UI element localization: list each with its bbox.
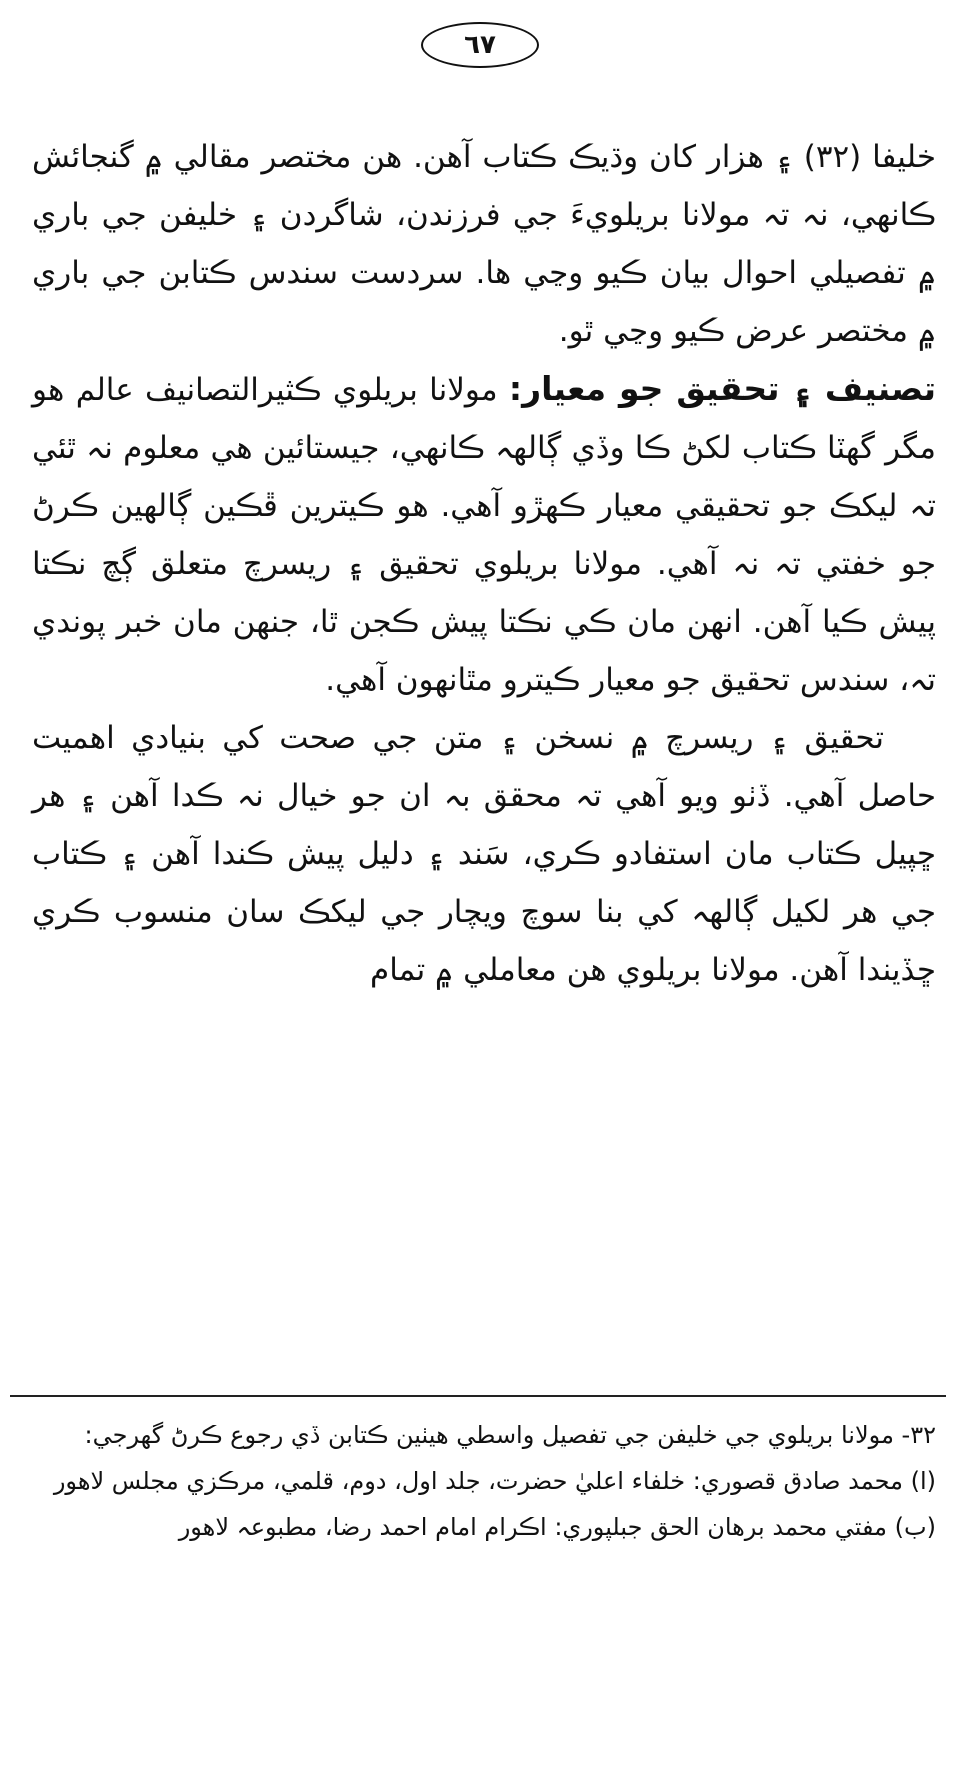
main-text	[32, 128, 936, 999]
paragraph-1: خليفا (٣٢) ۽ هزار کان وڌيڪ ڪتاب آهن. هن مختصر مقالي ۾ گنجائش ڪانهي، نہ تہ مولانا بريلويءَ جي فرزندن، شاگردن ۽ خليفن جي باري ۾ تفصيلي احوال بيان ڪيو وڃي ها. سردست سندس ڪتابن جي باري ۾ مختصر عرض ڪيو وڃي ٿو.	[32, 139, 936, 349]
page-number-container	[0, 22, 960, 68]
section-heading: تصنيف ۽ تحقيق جو معيار:	[508, 369, 936, 408]
footnote-divider	[10, 1395, 946, 1397]
footnote-32: ٣٢- مولانا بريلوي جي خليفن جي تفصيل واسطي هيٺين ڪتابن ڏي رجوع ڪرڻ گهرجي:	[84, 1421, 936, 1449]
paragraph-3: تحقيق ۽ ريسرچ ۾ نسخن ۽ متن جي صحت کي بنيادي اهميت حاصل آهي. ڏٺو ويو آهي تہ محقق بہ ان جو خيال نہ ڪدا آهن ۽ هر ڇپيل ڪتاب مان استفادو ڪري، سَند ۽ دليل پيش ڪندا آهن ۽ ڪتاب جي هر لکيل ڳالهہ کي بنا سوچ ويچار جي ليکڪ سان منسوب ڪري ڇڏيندا آهن. مولانا بريلوي هن معاملي ۾ تمام	[32, 720, 936, 988]
paragraph-2-text: مولانا بريلوي ڪثيرالتصانيف عالم هو مگر گهٽا ڪتاب لکڻ ڪا وڏي ڳالهہ ڪانهي، جيستائين هي معلوم نہ ٿئي تہ ليکڪ جو تحقيقي معيار ڪهڙو آهي. هو ڪيترين ڦڪين ڳالهين ڪرڻ جو خفتي تہ نہ آهي. مولانا بريلوي تحقيق ۽ ريسرچ متعلق ڳچ نڪتا پيش ڪيا آهن. انهن مان ڪي نڪتا پيش ڪجن ٿا، جنهن مان خبر پوندي تہ، سندس تحقيق جو معيار ڪيترو مٿانهون آهي.	[32, 372, 936, 698]
footnote-ref-b: (ب) مفتي محمد برهان الحق جبلپوري: اڪرام امام احمد رضا، مطبوعہ لاهور	[178, 1513, 936, 1541]
paragraph-2	[32, 360, 936, 709]
page-number: ٦٧	[421, 22, 539, 68]
footnote-ref-a: (ا) محمد صادق قصوري: خلفاء اعليٰ حضرت، جلد اول، دوم، قلمي، مرڪزي مجلس لاهور	[53, 1467, 936, 1495]
footnotes	[34, 1412, 936, 1550]
